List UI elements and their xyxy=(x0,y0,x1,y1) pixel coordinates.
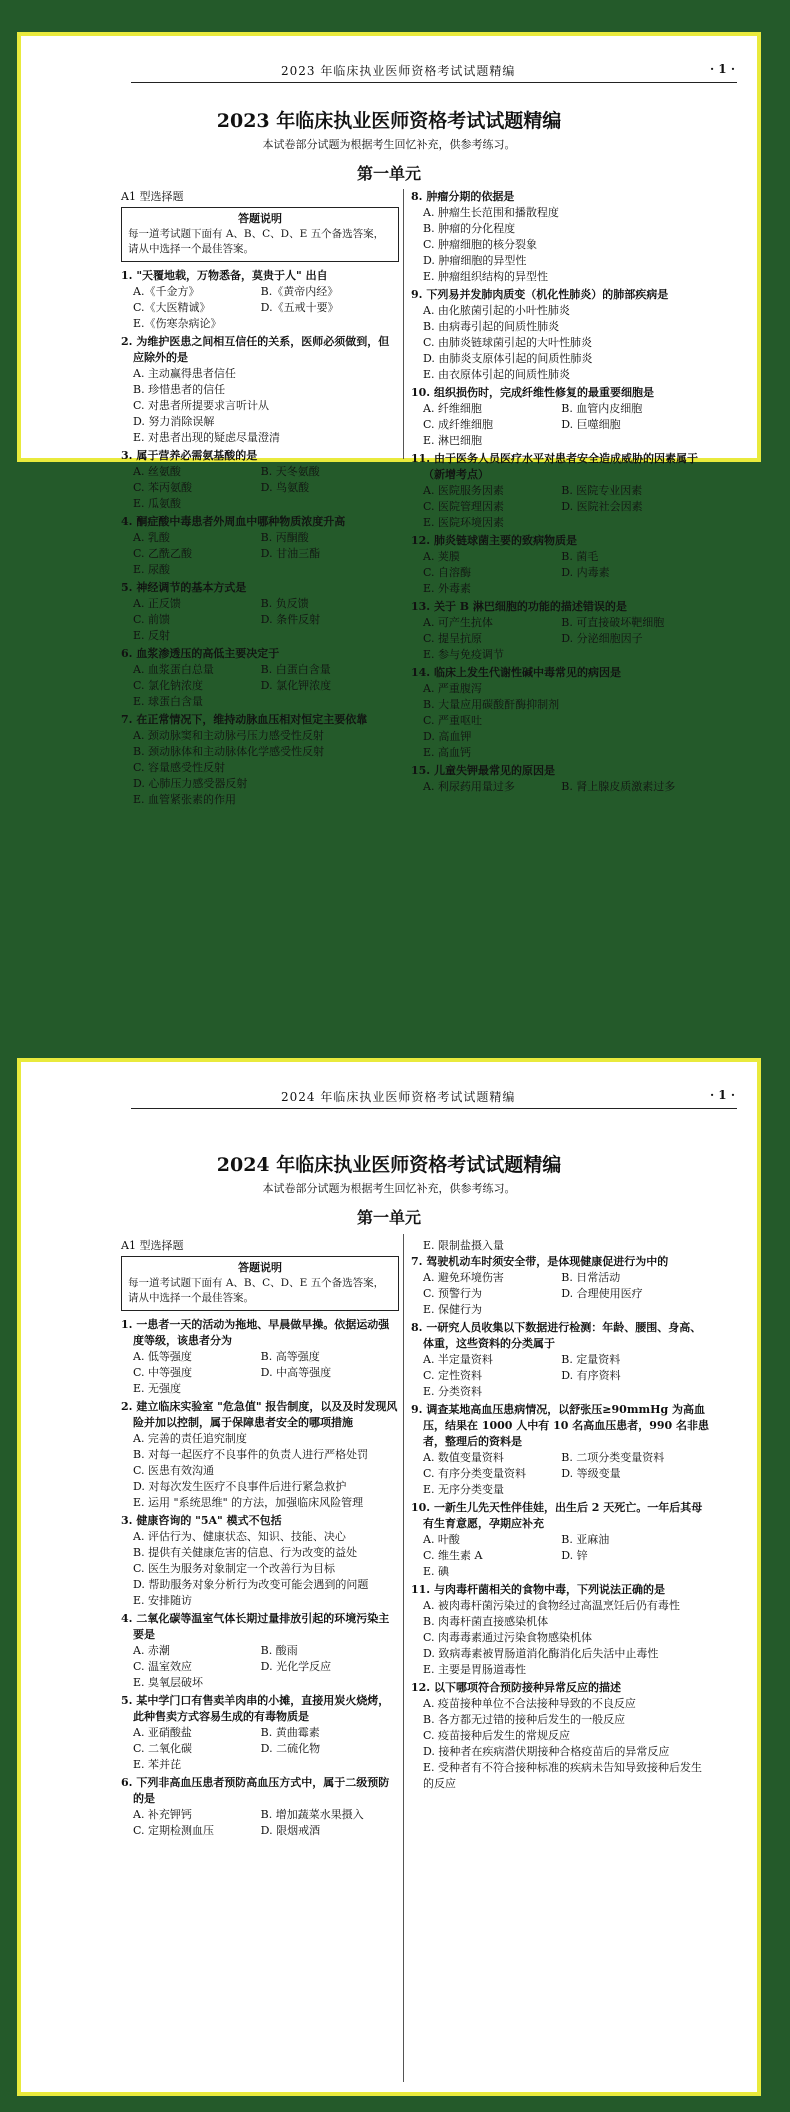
question-option: D. 肿瘤细胞的异型性 xyxy=(423,254,527,267)
question-option: B. 高等强度 xyxy=(260,1350,320,1363)
left-column xyxy=(121,189,399,810)
exam-page-2023 xyxy=(17,32,761,806)
question-option: A. 疫苗接种单位不合法接种导致的不良反应 xyxy=(423,1697,636,1710)
question-option: D. 心肺压力感受器反射 xyxy=(133,777,248,790)
question-stem: 7. 在正常情况下，维持动脉血压相对恒定主要依靠 xyxy=(121,713,368,726)
question-option: D. 分泌细胞因子 xyxy=(561,632,643,645)
question-option: E. 肿瘤组织结构的异型性 xyxy=(423,270,549,283)
question-stem: 15. 儿童失钾最常见的原因是 xyxy=(411,764,555,777)
page-title: 2024 年临床执业医师资格考试试题精编 xyxy=(216,1154,562,1176)
question-options xyxy=(121,1643,399,1691)
instructions-text: 每一道考试题下面有 A、B、C、D、E 五个备选答案，请从中选择一个最佳答案。 xyxy=(128,1277,385,1304)
question-option: A. 利尿药用量过多 xyxy=(423,780,515,793)
question-item xyxy=(411,1402,711,1498)
question-option: A. 可产生抗体 xyxy=(423,616,493,629)
question-option: B. 肉毒杆菌直接感染机体 xyxy=(423,1615,549,1628)
question-item xyxy=(121,334,399,446)
question-option: B. 血管内皮细胞 xyxy=(561,402,643,415)
question-item xyxy=(411,1254,711,1318)
question-option: E. 血管紧张素的作用 xyxy=(133,793,237,806)
instructions-title: 答题说明 xyxy=(238,212,282,225)
question-options xyxy=(411,779,711,795)
question-option: B. 亚麻油 xyxy=(561,1533,610,1546)
question-item xyxy=(121,268,399,332)
question-options xyxy=(411,401,711,449)
question-option: E. 瓜氨酸 xyxy=(133,497,182,510)
question-option: E. 无序分类变量 xyxy=(423,1483,505,1496)
question-option: E. 受种者有不符合接种标准的疾病未告知导致接种后发生的反应 xyxy=(423,1761,703,1790)
question-option: D. 医院社会因素 xyxy=(561,500,643,513)
question-item xyxy=(411,189,711,285)
question-item xyxy=(121,1399,399,1511)
running-header xyxy=(131,1086,737,1109)
question-stem: 4. 酮症酸中毒患者外周血中哪种物质浓度升高 xyxy=(121,515,346,528)
right-column xyxy=(411,1238,711,1794)
question-stem: 3. 健康咨询的 "5A" 模式不包括 xyxy=(121,1514,282,1527)
question-options xyxy=(411,303,711,383)
question-stem: 11. 由于医务人员医疗水平对患者安全造成威胁的因素属于（新增考点） xyxy=(411,452,698,481)
question-option: B. 酸雨 xyxy=(260,1644,298,1657)
question-option: D. 巨噬细胞 xyxy=(561,418,621,431)
question-list xyxy=(411,1254,711,1792)
question-option: B. 颈动脉体和主动脉体化学感受性反射 xyxy=(133,745,325,758)
question-options xyxy=(411,205,711,285)
question-option: D. 二硫化物 xyxy=(260,1742,321,1755)
question-option: C. 成纤维细胞 xyxy=(423,418,494,431)
question-options xyxy=(411,681,711,761)
question-option: D. 条件反射 xyxy=(260,613,321,626)
question-option: C. 疫苗接种后发生的常规反应 xyxy=(423,1729,571,1742)
question-options xyxy=(121,464,399,512)
question-options xyxy=(121,1807,399,1839)
question-option: C. 医院管理因素 xyxy=(423,500,505,513)
question-option: D. 合理使用医疗 xyxy=(561,1287,643,1300)
question-item xyxy=(121,514,399,578)
question-item xyxy=(411,451,711,531)
instructions-box xyxy=(121,207,399,262)
question-option: B. 可直接破坏靶细胞 xyxy=(561,616,665,629)
question-options xyxy=(411,1270,711,1318)
question-option: E. 尿酸 xyxy=(133,563,171,576)
question-option: A. 丝氨酸 xyxy=(133,465,181,478)
question-item xyxy=(121,1611,399,1691)
running-header xyxy=(131,60,737,83)
question-option: D. 对每次发生医疗不良事件后进行紧急救护 xyxy=(133,1480,347,1493)
question-option: B. 丙酮酸 xyxy=(260,531,309,544)
question-option: A. 赤潮 xyxy=(133,1644,170,1657)
question-stem: 7. 驾驶机动车时须安全带，是体现健康促进行为中的 xyxy=(411,1255,669,1268)
question-option: C. 乙酰乙酸 xyxy=(133,547,193,560)
question-options xyxy=(121,1529,399,1609)
question-option: B. 定量资料 xyxy=(561,1353,621,1366)
column-divider xyxy=(403,1234,404,2082)
question-option: A.《千金方》 xyxy=(133,285,200,298)
question-option: D. 甘油三酯 xyxy=(260,547,321,560)
question-option: D. 帮助服务对象分析行为改变可能会遇到的问题 xyxy=(133,1578,369,1591)
question-option: B. 白蛋白含量 xyxy=(260,663,331,676)
header-title: 2024 年临床执业医师资格考试试题精编 xyxy=(281,1090,516,1104)
question-option: A. 避免环境伤害 xyxy=(423,1271,504,1284)
question-option: C. 肉毒毒素通过污染食物感染机体 xyxy=(423,1631,593,1644)
question-option: C. 氯化钠浓度 xyxy=(133,679,204,692)
question-option: A. 补充钾钙 xyxy=(133,1808,192,1821)
question-option: C. 医患有效沟通 xyxy=(133,1464,215,1477)
question-option: A. 血浆蛋白总量 xyxy=(133,663,214,676)
question-option: C. 容量感受性反射 xyxy=(133,761,226,774)
question-option: B. 珍惜患者的信任 xyxy=(133,383,226,396)
question-option: E. 球蛋白含量 xyxy=(133,695,204,708)
question-stem: 12. 以下哪项符合预防接种异常反应的描述 xyxy=(411,1681,621,1694)
question-option: D. 致病毒素被胃肠道消化酶消化后失活中止毒性 xyxy=(423,1647,659,1660)
question-option: E. 对患者出现的疑虑尽量澄清 xyxy=(133,431,281,444)
column-divider xyxy=(403,189,404,459)
question-option: B. 医院专业因素 xyxy=(561,484,643,497)
question-item xyxy=(411,533,711,597)
question-stem: 11. 与肉毒杆菌相关的食物中毒，下列说法正确的是 xyxy=(411,1583,665,1596)
question-option: C. 定性资料 xyxy=(423,1369,483,1382)
question-option: C. 中等强度 xyxy=(133,1366,193,1379)
question-option: D. 等级变量 xyxy=(561,1467,621,1480)
section-label: A1 型选择题 xyxy=(121,1239,184,1252)
question-option: E. 限制盐摄入量 xyxy=(423,1239,505,1252)
question-option: E. 由衣原体引起的间质性肺炎 xyxy=(423,368,571,381)
question-option: B. 天冬氨酸 xyxy=(260,465,320,478)
question-option: E. 保健行为 xyxy=(423,1303,483,1316)
question-list xyxy=(121,268,399,808)
question-option: A. 乳酸 xyxy=(133,531,170,544)
question-item xyxy=(121,1775,399,1839)
question-list xyxy=(411,189,711,795)
question-stem: 4. 二氧化碳等温室气体长期过量排放引起的环境污染主要是 xyxy=(121,1612,390,1641)
question-options xyxy=(121,366,399,446)
question-option: C. 肿瘤细胞的核分裂象 xyxy=(423,238,538,251)
question-option: E. 碘 xyxy=(423,1565,450,1578)
question-option: E. 医院环境因素 xyxy=(423,516,505,529)
question-stem: 6. 下列非高血压患者预防高血压方式中，属于二级预防的是 xyxy=(121,1776,390,1805)
question-options xyxy=(121,284,399,332)
question-option: C. 苯丙氨酸 xyxy=(133,481,193,494)
question-option: C. 温室效应 xyxy=(133,1660,193,1673)
question-options xyxy=(121,662,399,710)
question-stem: 8. 一研究人员收集以下数据进行检测：年龄、腰围、身高、体重，这些资料的分类属于 xyxy=(411,1321,702,1350)
question-stem: 3. 属于营养必需氨基酸的是 xyxy=(121,449,258,462)
question-option: A. 主动赢得患者信任 xyxy=(133,367,236,380)
question-option: E. 参与免疫调节 xyxy=(423,648,505,661)
question-option: B. 肾上腺皮质激素过多 xyxy=(561,780,676,793)
question-option: B. 负反馈 xyxy=(260,597,309,610)
question-option: D. 光化学反应 xyxy=(260,1660,332,1673)
question-stem: 1. "天覆地载，万物悉备，莫贵于人" 出自 xyxy=(121,269,328,282)
question-option: B. 菌毛 xyxy=(561,550,599,563)
instructions-text: 每一道考试题下面有 A、B、C、D、E 五个备选答案，请从中选择一个最佳答案。 xyxy=(128,228,385,255)
question-option: E. 淋巴细胞 xyxy=(423,434,483,447)
question-option: C. 二氧化碳 xyxy=(133,1742,193,1755)
question-option: E. 运用 "系统思维" 的方法，加强临床风险管理 xyxy=(133,1496,364,1509)
question-stem: 10. 组织损伤时，完成纤维性修复的最重要细胞是 xyxy=(411,386,654,399)
question-option: B. 由病毒引起的间质性肺炎 xyxy=(423,320,560,333)
question-options xyxy=(411,483,711,531)
question-stem: 5. 某中学门口有售卖羊肉串的小摊，直接用炭火烧烤，此种售卖方式容易生成的有毒物质是 xyxy=(121,1694,390,1723)
unit-heading: 第一单元 xyxy=(356,1208,421,1227)
right-column xyxy=(411,189,711,797)
instructions-title: 答题说明 xyxy=(238,1261,282,1274)
question-item xyxy=(121,1317,399,1397)
question-option: A. 亚硝酸盐 xyxy=(133,1726,192,1739)
question-option: D. 鸟氨酸 xyxy=(260,481,310,494)
question-options xyxy=(121,530,399,578)
question-option: D. 锌 xyxy=(561,1549,588,1562)
page-number: · 1 · xyxy=(709,1088,735,1102)
question-option: C.《大医精诚》 xyxy=(133,301,211,314)
question-option: E. 无强度 xyxy=(133,1382,182,1395)
question-option: C. 定期检测血压 xyxy=(133,1824,215,1837)
question-option: A. 纤维细胞 xyxy=(423,402,482,415)
question-option: A. 被肉毒杆菌污染过的食物经过高温烹饪后仍有毒性 xyxy=(423,1599,680,1612)
question-item xyxy=(411,665,711,761)
question-item xyxy=(411,1680,711,1792)
question-options xyxy=(411,1450,711,1498)
question-stem: 10. 一新生儿先天性伴佳娃，出生后 2 天死亡。一年后其母有生育意愿，孕期应补充 xyxy=(411,1501,703,1530)
question-item xyxy=(411,763,711,795)
question-options xyxy=(121,596,399,644)
question-option: E. 臭氧层破坏 xyxy=(133,1676,204,1689)
question-option: D. 限烟戒酒 xyxy=(260,1824,321,1837)
question-stem: 9. 调查某地高血压患病情况，以舒张压≥90mmHg 为高血压，结果在 1000 人中有 10 名高血压患者，990 名非患者，整理后的资料是 xyxy=(411,1403,710,1448)
question-option: C. 医生为服务对象制定一个改善行为目标 xyxy=(133,1562,336,1575)
question-option: B. 黄曲霉素 xyxy=(260,1726,320,1739)
question-item xyxy=(121,1513,399,1609)
page-note: 本试卷部分试题为根据考生回忆补充，供参考练习。 xyxy=(262,1182,516,1195)
question-option: E. 主要是胃肠道毒性 xyxy=(423,1663,527,1676)
question-option: A. 颈动脉窦和主动脉弓压力感受性反射 xyxy=(133,729,324,742)
question-options xyxy=(121,1725,399,1773)
question-item xyxy=(411,287,711,383)
question-option: D. 高血钾 xyxy=(423,730,472,743)
question-stem: 1. 一患者一天的活动为拖地、早晨做早操。依据运动强度等级，该患者分为 xyxy=(121,1318,390,1347)
question-option: A. 医院服务因素 xyxy=(423,484,504,497)
question-option: A. 叶酸 xyxy=(423,1533,460,1546)
question-options xyxy=(411,1352,711,1400)
question-stem: 13. 关于 B 淋巴细胞的功能的描述错误的是 xyxy=(411,600,627,613)
question-option: C. 对患者所提要求言听计从 xyxy=(133,399,270,412)
question-stem: 14. 临床上发生代谢性碱中毒常见的病因是 xyxy=(411,666,621,679)
question-option: C. 前馈 xyxy=(133,613,171,626)
question-options xyxy=(121,1431,399,1511)
question-item xyxy=(121,580,399,644)
question-option: D. 有序资料 xyxy=(561,1369,621,1382)
question-stem: 2. 建立临床实验室 "危急值" 报告制度，以及及时发现风险并加以控制，属于保障患者安全的哪项措施 xyxy=(121,1400,398,1429)
question-item xyxy=(121,448,399,512)
question-option: D. 氯化钾浓度 xyxy=(260,679,332,692)
question-item xyxy=(411,385,711,449)
question-item xyxy=(411,1582,711,1678)
question-option: C. 预警行为 xyxy=(423,1287,483,1300)
question-options xyxy=(121,1349,399,1397)
question-list xyxy=(121,1317,399,1839)
page-title: 2023 年临床执业医师资格考试试题精编 xyxy=(216,110,562,132)
question-option: A. 数值变量资料 xyxy=(423,1451,504,1464)
question-option: A. 肿瘤生长范围和播散程度 xyxy=(423,206,559,219)
question-option: A. 正反馈 xyxy=(133,597,181,610)
page-number: · 1 · xyxy=(709,62,735,76)
question-option: C. 提呈抗原 xyxy=(423,632,483,645)
question-option: B. 二项分类变量资料 xyxy=(561,1451,665,1464)
question-item xyxy=(411,1320,711,1400)
question-option: D. 努力消除误解 xyxy=(133,415,215,428)
question-item xyxy=(121,712,399,808)
question-option: A. 评估行为、健康状态、知识、技能、决心 xyxy=(133,1530,346,1543)
question-stem: 12. 肺炎链球菌主要的致病物质是 xyxy=(411,534,577,547)
instructions-box xyxy=(121,1256,399,1311)
question-option: E.《伤寒杂病论》 xyxy=(133,317,222,330)
question-option: B. 提供有关健康危害的信息、行为改变的益处 xyxy=(133,1546,358,1559)
question-option: A. 荚膜 xyxy=(423,550,460,563)
question-options xyxy=(121,728,399,808)
left-column xyxy=(121,1238,399,1841)
question-option: D. 内毒素 xyxy=(561,566,610,579)
question-option: B. 肿瘤的分化程度 xyxy=(423,222,516,235)
question-option: A. 由化脓菌引起的小叶性肺炎 xyxy=(423,304,570,317)
question-option: E. 苯并芘 xyxy=(133,1758,182,1771)
question-option: B. 日常活动 xyxy=(561,1271,621,1284)
question-stem: 5. 神经调节的基本方式是 xyxy=(121,581,247,594)
question-option: A. 低等强度 xyxy=(133,1350,192,1363)
question-option: B. 大量应用碳酸酐酶抑制剂 xyxy=(423,698,560,711)
question-options xyxy=(411,549,711,597)
question-option: A. 完善的责任追究制度 xyxy=(133,1432,247,1445)
unit-heading: 第一单元 xyxy=(356,164,421,183)
question-option: C. 严重呕吐 xyxy=(423,714,483,727)
question-option: E. 分类资料 xyxy=(423,1385,483,1398)
question-option: E. 安排随访 xyxy=(133,1594,193,1607)
question-options xyxy=(411,1598,711,1678)
question-option: B. 各方都无过错的接种后发生的一般反应 xyxy=(423,1713,626,1726)
question-options xyxy=(411,615,711,663)
question-item xyxy=(121,1693,399,1773)
section-label: A1 型选择题 xyxy=(121,190,184,203)
question-item xyxy=(411,1500,711,1580)
question-option: A. 严重腹泻 xyxy=(423,682,482,695)
question-option: C. 由肺炎链球菌引起的大叶性肺炎 xyxy=(423,336,593,349)
question-option: D. 接种者在疾病潜伏期接种合格疫苗后的异常反应 xyxy=(423,1745,670,1758)
question-option: B. 对每一起医疗不良事件的负责人进行严格处罚 xyxy=(133,1448,369,1461)
question-item xyxy=(411,599,711,663)
question-option: B. 增加蔬菜水果摄入 xyxy=(260,1808,364,1821)
question-stem: 2. 为维护医患之间相互信任的关系，医师必须做到，但应除外的是 xyxy=(121,335,390,364)
question-options xyxy=(411,1696,711,1792)
question-option: C. 自溶酶 xyxy=(423,566,472,579)
question-options xyxy=(411,1532,711,1580)
question-option: D. 由肺炎支原体引起的间质性肺炎 xyxy=(423,352,593,365)
page-note: 本试卷部分试题为根据考生回忆补充，供参考练习。 xyxy=(262,138,516,151)
question-option: E. 外毒素 xyxy=(423,582,472,595)
question-option: E. 高血钙 xyxy=(423,746,472,759)
question-stem: 8. 肿瘤分期的依据是 xyxy=(411,190,515,203)
question-option: E. 反射 xyxy=(133,629,171,642)
header-title: 2023 年临床执业医师资格考试试题精编 xyxy=(281,64,516,78)
question-option: D.《五戒十要》 xyxy=(260,301,339,314)
question-stem: 9. 下列易并发肺肉质变（机化性肺炎）的肺部疾病是 xyxy=(411,288,669,301)
exam-page-2024 xyxy=(17,1058,761,2096)
question-option: C. 维生素 A xyxy=(423,1549,483,1562)
question-option: C. 有序分类变量资料 xyxy=(423,1467,527,1480)
question-option: B.《黄帝内经》 xyxy=(260,285,339,298)
question-option: D. 中高等强度 xyxy=(260,1366,332,1379)
question-option: A. 半定量资料 xyxy=(423,1353,493,1366)
question-stem: 6. 血浆渗透压的高低主要决定于 xyxy=(121,647,280,660)
question-item xyxy=(121,646,399,710)
